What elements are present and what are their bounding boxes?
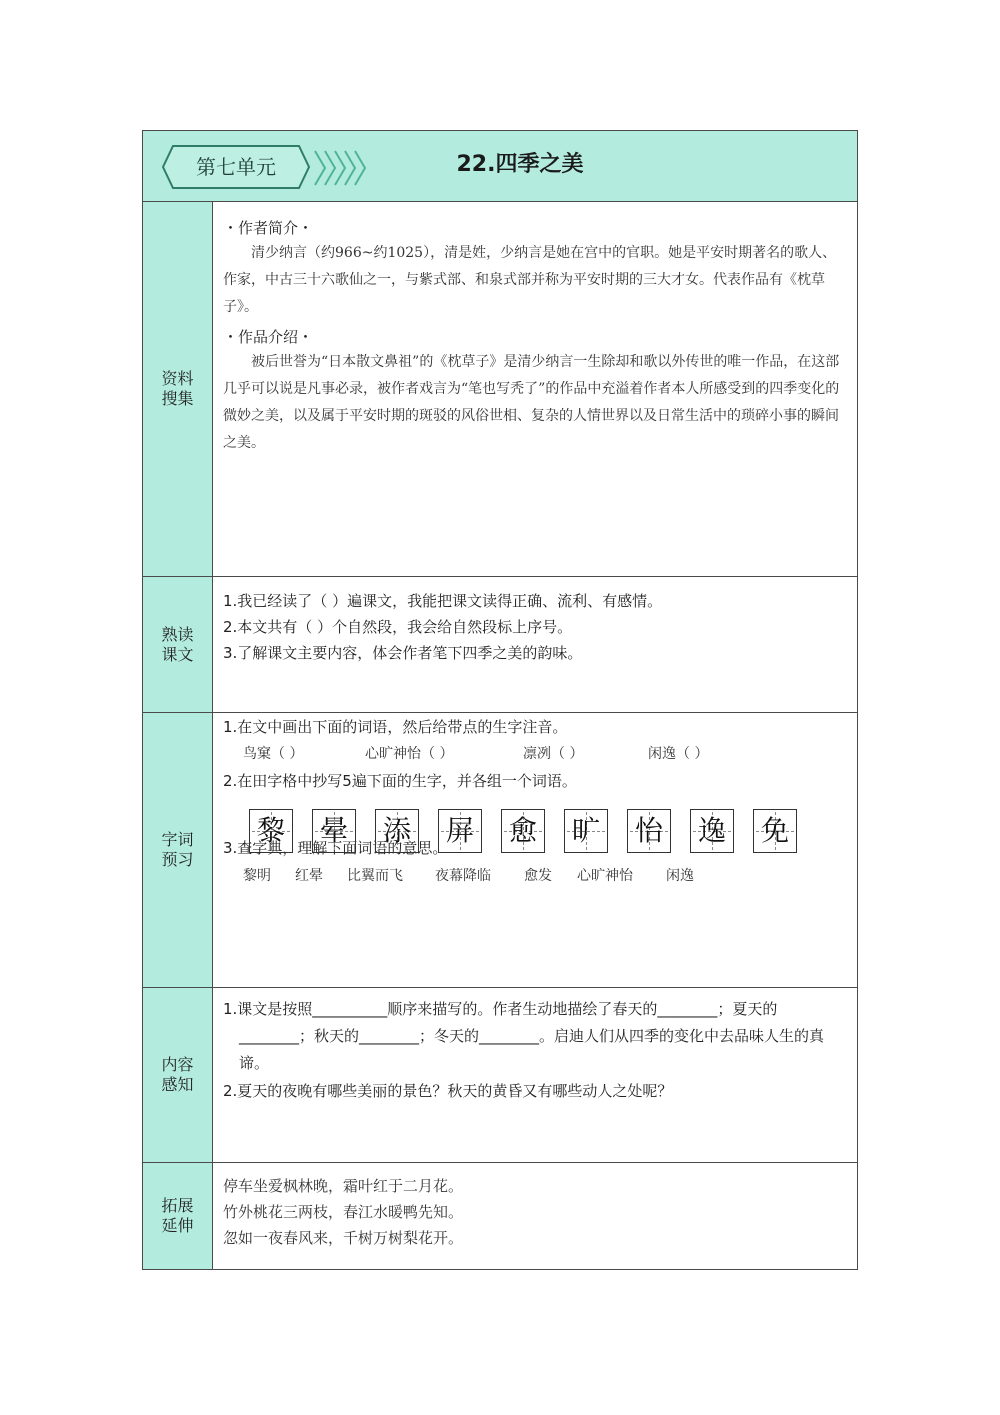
vocab-item-2: 2.在田字格中抄写5遍下面的生字，并各组一个词语。 xyxy=(223,772,577,790)
grid-char: 免 xyxy=(760,814,789,847)
grid-char: 旷 xyxy=(571,814,600,847)
poem-line: 忽如一夜春风来，千树万树梨花开。 xyxy=(223,1229,464,1247)
list-item: 3.了解课文主要内容，体会作者笔下四季之美的韵味。 xyxy=(223,644,583,662)
tianzige-box xyxy=(690,809,734,853)
content-item-2: 2.夏天的夜晚有哪些美丽的景色？秋天的黄昏又有哪些动人之处呢？ xyxy=(223,1082,673,1100)
grid-char: 怡 xyxy=(634,814,663,847)
section-label: 字词预习 xyxy=(161,830,194,869)
work-intro-text: 被后世誉为“日本散文鼻祖”的《枕草子》是清少纳言一生除却和歌以外传世的唯一作品，在这部几乎可以说是凡事必录，被作者戏言为“笔也写秃了”的作品中充溢着作者本人所感受到的四季变化的微妙之美，以及属于平安时期的斑驳的风俗世相、复杂的人情世界以及日常生活中的琐碎小事的瞬间之美。 xyxy=(223,354,840,451)
vocab-word: 比翼而飞 xyxy=(347,868,403,884)
grid-char: 逸 xyxy=(697,814,726,847)
grid-char: 愈 xyxy=(508,814,537,847)
character-grid xyxy=(223,809,843,855)
tianzige-box xyxy=(438,809,482,853)
poem-line: 停车坐爱枫林晚，霜叶红于二月花。 xyxy=(223,1177,464,1195)
section-label: 熟读课文 xyxy=(161,624,194,664)
section-label: 拓展延伸 xyxy=(161,1196,194,1235)
section-research xyxy=(143,202,857,577)
vocab-item-3: 3.查字典，理解下面词语的意思。 xyxy=(223,839,448,857)
section-label: 资料搜集 xyxy=(161,369,194,408)
grid-char: 添 xyxy=(382,814,411,847)
content-item-1: 1.课文是按照__________顺序来描写的。作者生动地描绘了春天的________；夏天的________；秋天的________；冬天的________。启迪人们从四季的变化中去品味人生的真谛。 xyxy=(223,1000,825,1072)
pinyin-word: 闲逸（ ） xyxy=(648,746,709,762)
list-item: 2.本文共有（ ）个自然段，我会给自然段标上序号。 xyxy=(223,618,573,636)
tianzige-box xyxy=(501,809,545,853)
worksheet xyxy=(142,130,858,1270)
lesson-title: 22.四季之美 xyxy=(456,152,584,177)
author-heading: ・作者简介・ xyxy=(223,219,314,237)
tianzige-box xyxy=(375,809,419,853)
poem-line: 竹外桃花三两枝，春江水暖鸭先知。 xyxy=(223,1203,464,1221)
vocab-word: 闲逸 xyxy=(666,868,694,884)
vocab-word: 心旷神怡 xyxy=(577,868,633,884)
section-extend xyxy=(143,1163,857,1269)
vocab-item-1: 1.在文中画出下面的词语，然后给带点的生字注音。 xyxy=(223,718,568,736)
tianzige-box xyxy=(312,809,356,853)
vocab-word: 夜幕降临 xyxy=(435,868,491,884)
unit-label: 第七单元 xyxy=(196,155,276,179)
pinyin-word: 心旷神怡（ ） xyxy=(365,746,454,762)
section-reading xyxy=(143,577,857,713)
vocab-word: 愈发 xyxy=(524,868,552,884)
grid-char: 晕 xyxy=(319,814,348,847)
pinyin-word: 凛冽（ ） xyxy=(523,746,584,762)
section-vocab xyxy=(143,713,857,988)
work-heading: ・作品介绍・ xyxy=(223,328,314,346)
grid-char: 黎 xyxy=(256,814,285,847)
vocab-word: 红晕 xyxy=(295,868,323,884)
tianzige-box xyxy=(564,809,608,853)
grid-char: 屏 xyxy=(445,814,474,847)
tianzige-box xyxy=(627,809,671,853)
list-item: 1.我已经读了（ ）遍课文，我能把课文读得正确、流利、有感情。 xyxy=(223,592,663,610)
worksheet-header xyxy=(143,131,857,202)
section-label: 内容感知 xyxy=(161,1055,194,1094)
pinyin-word: 鸟窠（ ） xyxy=(243,746,304,762)
tianzige-box xyxy=(753,809,797,853)
author-intro-text: 清少纳言（约966~约1025），清是姓，少纳言是她在宫中的官职。她是平安时期著名的歌人、作家，中古三十六歌仙之一，与紫式部、和泉式部并称为平安时期的三大才女。代表作品有《枕草子》。 xyxy=(223,245,837,315)
section-content xyxy=(143,988,857,1163)
tianzige-box xyxy=(249,809,293,853)
vocab-word: 黎明 xyxy=(243,868,271,884)
